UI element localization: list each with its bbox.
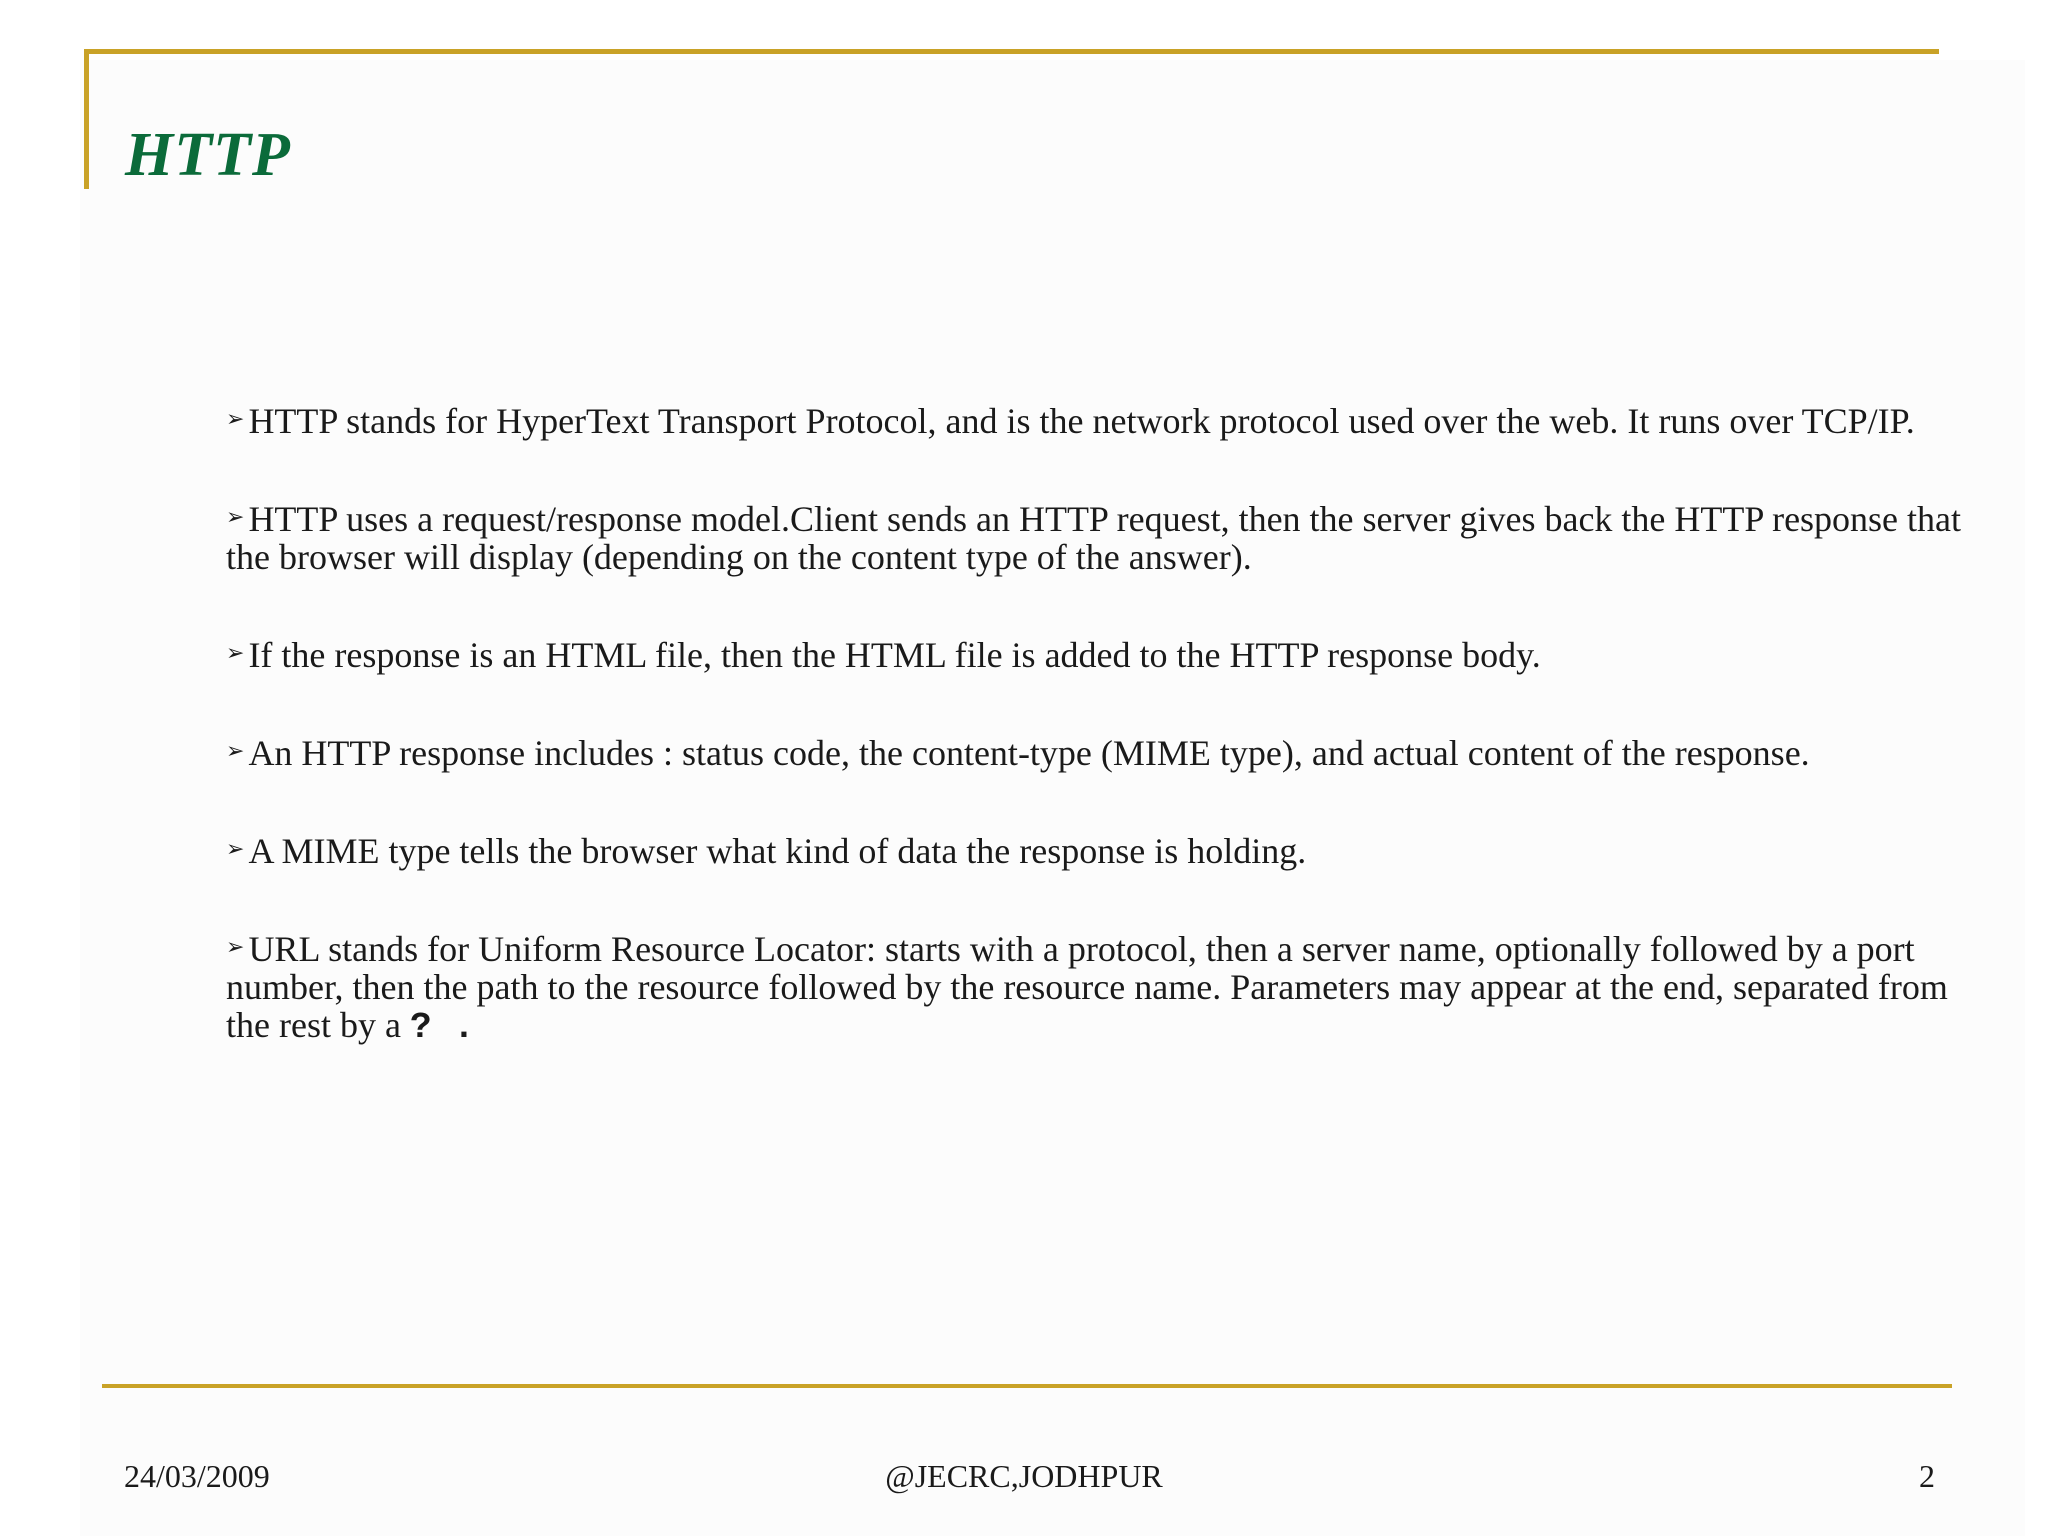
bullet-text: An HTTP response includes : status code, the content-type (MIME type), and actual content of the response. <box>248 733 1810 773</box>
footer-date: 24/03/2009 <box>124 1458 270 1494</box>
bullet-item <box>226 732 1986 772</box>
bullet-item <box>226 928 1986 1047</box>
bullet-list <box>226 400 1986 1105</box>
arrowhead-bullet-icon: ➢ <box>226 836 245 861</box>
bullet-item <box>226 400 1986 440</box>
slide-page-number: 2 <box>1919 1458 1935 1494</box>
arrowhead-bullet-icon: ➢ <box>226 504 245 529</box>
arrowhead-bullet-icon: ➢ <box>226 738 245 763</box>
footer-accent-rule <box>102 1384 1952 1388</box>
bullet-text: URL stands for Uniform Resource Locator: starts with a protocol, then a server name, optionally followed by a port number, then the path to the resource followed by the resource name. Parameters may appear at the end, separated from the rest by a <box>226 929 1948 1045</box>
bullet-text: A MIME type tells the browser what kind of data the response is holding. <box>248 831 1307 871</box>
url-separator-code: ? . <box>409 1007 475 1048</box>
arrowhead-bullet-icon: ➢ <box>226 640 245 665</box>
arrowhead-bullet-icon: ➢ <box>226 934 245 959</box>
bullet-item <box>226 634 1986 674</box>
left-accent-rule <box>84 49 89 189</box>
footer-organization: @JECRC,JODHPUR <box>885 1458 1163 1494</box>
slide-title: HTTP <box>125 121 291 189</box>
bullet-text: If the response is an HTML file, then the HTML file is added to the HTTP response body. <box>248 635 1541 675</box>
bullet-item <box>226 498 1986 576</box>
bullet-text: HTTP stands for HyperText Transport Protocol, and is the network protocol used over the web. It runs over TCP/IP. <box>248 401 1915 441</box>
top-accent-rule <box>84 49 1939 54</box>
bullet-item <box>226 830 1986 870</box>
arrowhead-bullet-icon: ➢ <box>226 406 245 431</box>
bullet-text: HTTP uses a request/response model.Client sends an HTTP request, then the server gives back the HTTP response that the browser will display (depending on the content type of the answer). <box>226 499 1962 577</box>
